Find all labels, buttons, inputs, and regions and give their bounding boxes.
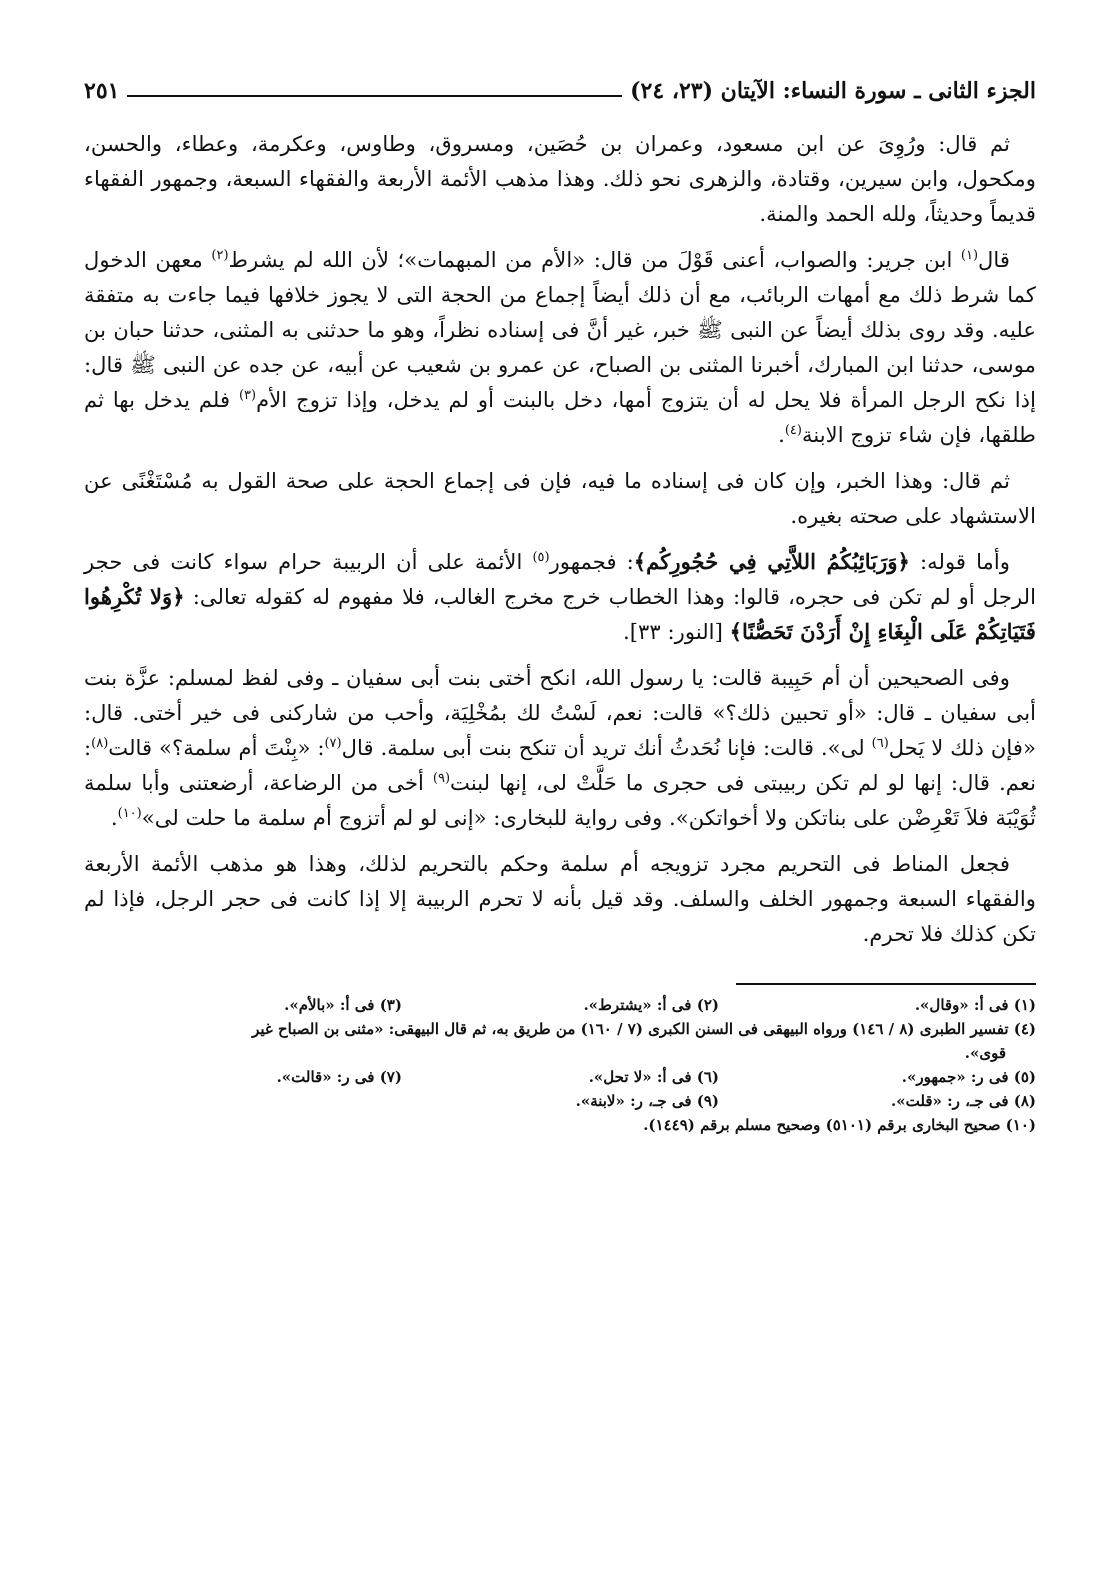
- footnotes: [84, 993, 1036, 1137]
- footnote-ref: (٦): [871, 735, 889, 751]
- header-title: الجزء الثانى ـ سورة النساء: الآيتان (٢٣، ٢٤): [630, 78, 1036, 104]
- footnote-3: (٣) فى أ: «بالأم».: [284, 996, 402, 1014]
- running-header: [84, 70, 1036, 104]
- footnote-ref: (٧): [324, 735, 342, 751]
- footnote-separator: [736, 983, 1036, 985]
- footnote-ref: (٤): [784, 422, 802, 438]
- paragraph-3: ثم قال: وهذا الخبر، وإن كان فى إسناده ما فيه، فإن فى إجماع الحجة على صحة القول به مُسْتَغْنًى عن الاستشهاد على صحته بغيره.: [84, 468, 1036, 528]
- quran-verse: ﴿وَرَبَائِبُكُمُ اللاَّتِي فِي حُجُورِكُم﴾: [633, 549, 910, 574]
- footnote-ref: (١٠): [117, 805, 142, 821]
- footnote-ref: (٨): [91, 735, 109, 751]
- footnote-ref: (٥): [532, 549, 550, 565]
- footnote-8: (٨) فى جـ، ر: «قلت».: [891, 1092, 1036, 1110]
- footnote-1: (١) فى أ: «وقال».: [914, 996, 1036, 1014]
- footnote-6: (٦) فى أ: «لا تحل».: [588, 1068, 719, 1086]
- quran-verse: ﴿وَلا تُكْرِهُوا فَتَيَاتِكُمْ عَلَى الْبِغَاءِ إِنْ أَرَدْنَ تَحَصُّنًا﴾: [84, 584, 1036, 644]
- footnote-2: (٢) فى أ: «يشترط».: [583, 996, 719, 1014]
- footnote-5: (٥) فى ر: «جمهور».: [901, 1068, 1036, 1086]
- paragraph-5: وفى الصحيحين أن أم حَبِيبة قالت: يا رسول الله، انكح أختى بنت أبى سفيان ـ وفى لفظ لمسلم: عزَّة بنت أبى سفيان ـ قال: «أو تحبين ذلك؟» قالت: نعم، لَسْتُ لك بمُخْلِيَة، وأحب من شاركنى فى خير أختى. قال: «فإن ذلك لا يَحل$^{(٦)}$ لى». قالت: فإنا نُحَدثُ أنك تريد أن تنكح بنت أبى سلمة. قال$^{(٧)}$: «بِنْتَ أم سلمة؟» قالت$^{(٨)}$: نعم. قال: إنها لو لم تكن ربيبتى فى حجرى ما حَلَّتْ لى، إنها لبنت$^{(٩)}$ أخى من الرضاعة، أرضعتنى وأبا سلمة ثُوَيْبَة فلاَ تَعْرِضْن على بناتكن ولا أخواتكن». وفى رواية للبخارى: «إنى لو لم أتزوج أم سلمة ما حلت لى»$^{(١٠)}$.: [84, 665, 1036, 830]
- footnote-10: (١٠) صحيح البخارى برقم (٥١٠١) وصحيح مسلم برقم (١٤٤٩).: [643, 1116, 1036, 1134]
- footnote-ref: (٢): [211, 247, 229, 263]
- footnote-7: (٧) فى ر: «قالت».: [276, 1068, 402, 1086]
- footnote-ref: (١): [960, 247, 979, 263]
- footnote-ref: (٩): [432, 770, 451, 786]
- page-number: ٢٥١: [84, 78, 120, 104]
- footnote-4: (٤) تفسير الطبرى (٨ / ١٤٦) ورواه البيهقى فى السنن الكبرى (٧ / ١٦٠) من طريق به، ثم قال البيهقى: «مثنى بن الصباح غير: [252, 1020, 1036, 1038]
- paragraph-1: ثم قال: ورُوِىَ عن ابن مسعود، وعمران بن حُصَين، ومسروق، وطاوس، وعكرمة، وعطاء، والحسن، ومكحول، وابن سيرين، وقتادة، والزهرى نحو ذلك. وهذا مذهب الأئمة الأربعة والفقهاء السبعة، وجمهور الفقهاء قديماً وحديثاً، ولله الحمد والمنة.: [84, 131, 1036, 226]
- footnote-9: (٩) فى جـ، ر: «لابنة».: [575, 1092, 719, 1110]
- main-text: [84, 126, 1036, 951]
- footnote-ref: (٣): [238, 387, 257, 403]
- paragraph-2: قال$^{(١)}$ ابن جرير: والصواب، أعنى قَوْلَ من قال: «الأم من المبهمات»؛ لأن الله لم يشرط$^{(٢)}$ معهن الدخول كما شرط ذلك مع أمهات الربائب، مع أن ذلك أيضاً إجماع من الحجة التى لا يجوز خلافها فيما جاءت به متفقة عليه. وقد روى بذلك أيضاً عن النبى ﷺ خبر، غير أنَّ فى إسناده نظراً، وهو ما حدثنى به المثنى، حدثنا حبان بن موسى، حدثنا ابن المبارك، أخبرنا المثنى بن الصباح، عن عمرو بن شعيب عن أبيه، عن جده عن النبى ﷺ قال: إذا نكح الرجل المرأة فلا يحل له أن يتزوج أمها، دخل بالبنت أو لم يدخل، وإذا تزوج الأم$^{(٣)}$ فلم يدخل بها ثم طلقها، فإن شاء تزوج الابنة$^{(٤)}$.: [84, 247, 1036, 447]
- footnote-row: [84, 1089, 1036, 1113]
- paragraph-6: فجعل المناط فى التحريم مجرد تزويجه أم سلمة وحكم بالتحريم لذلك، وهذا هو مذهب الأئمة الأربعة والفقهاء السبعة وجمهور الخلف والسلف. وقد قيل بأنه لا تحرم الربيبة إلا إذا كانت فى حجر الرجل، فإذا لم تكن كذلك فلا تحرم.: [84, 851, 1036, 946]
- footnote-row: [84, 1065, 1036, 1089]
- paragraph-4: وأما قوله: ﴿وَرَبَائِبُكُمُ اللاَّتِي فِي حُجُورِكُم﴾: فجمهور$^{(٥)}$ الأئمة على أن الربيبة حرام سواء كانت فى حجر الرجل أو لم تكن فى حجره، قالوا: وهذا الخطاب خرج مخرج الغالب، فلا مفهوم له كقوله تعالى: ﴿وَلا تُكْرِهُوا فَتَيَاتِكُمْ عَلَى الْبِغَاءِ إِنْ أَرَدْنَ تَحَصُّنًا﴾ [النور: ٣٣].: [84, 549, 1036, 644]
- footnote-row: [84, 993, 1036, 1017]
- header-rule: [127, 95, 622, 97]
- footnote-4-continued: قوى».: [964, 1044, 1006, 1062]
